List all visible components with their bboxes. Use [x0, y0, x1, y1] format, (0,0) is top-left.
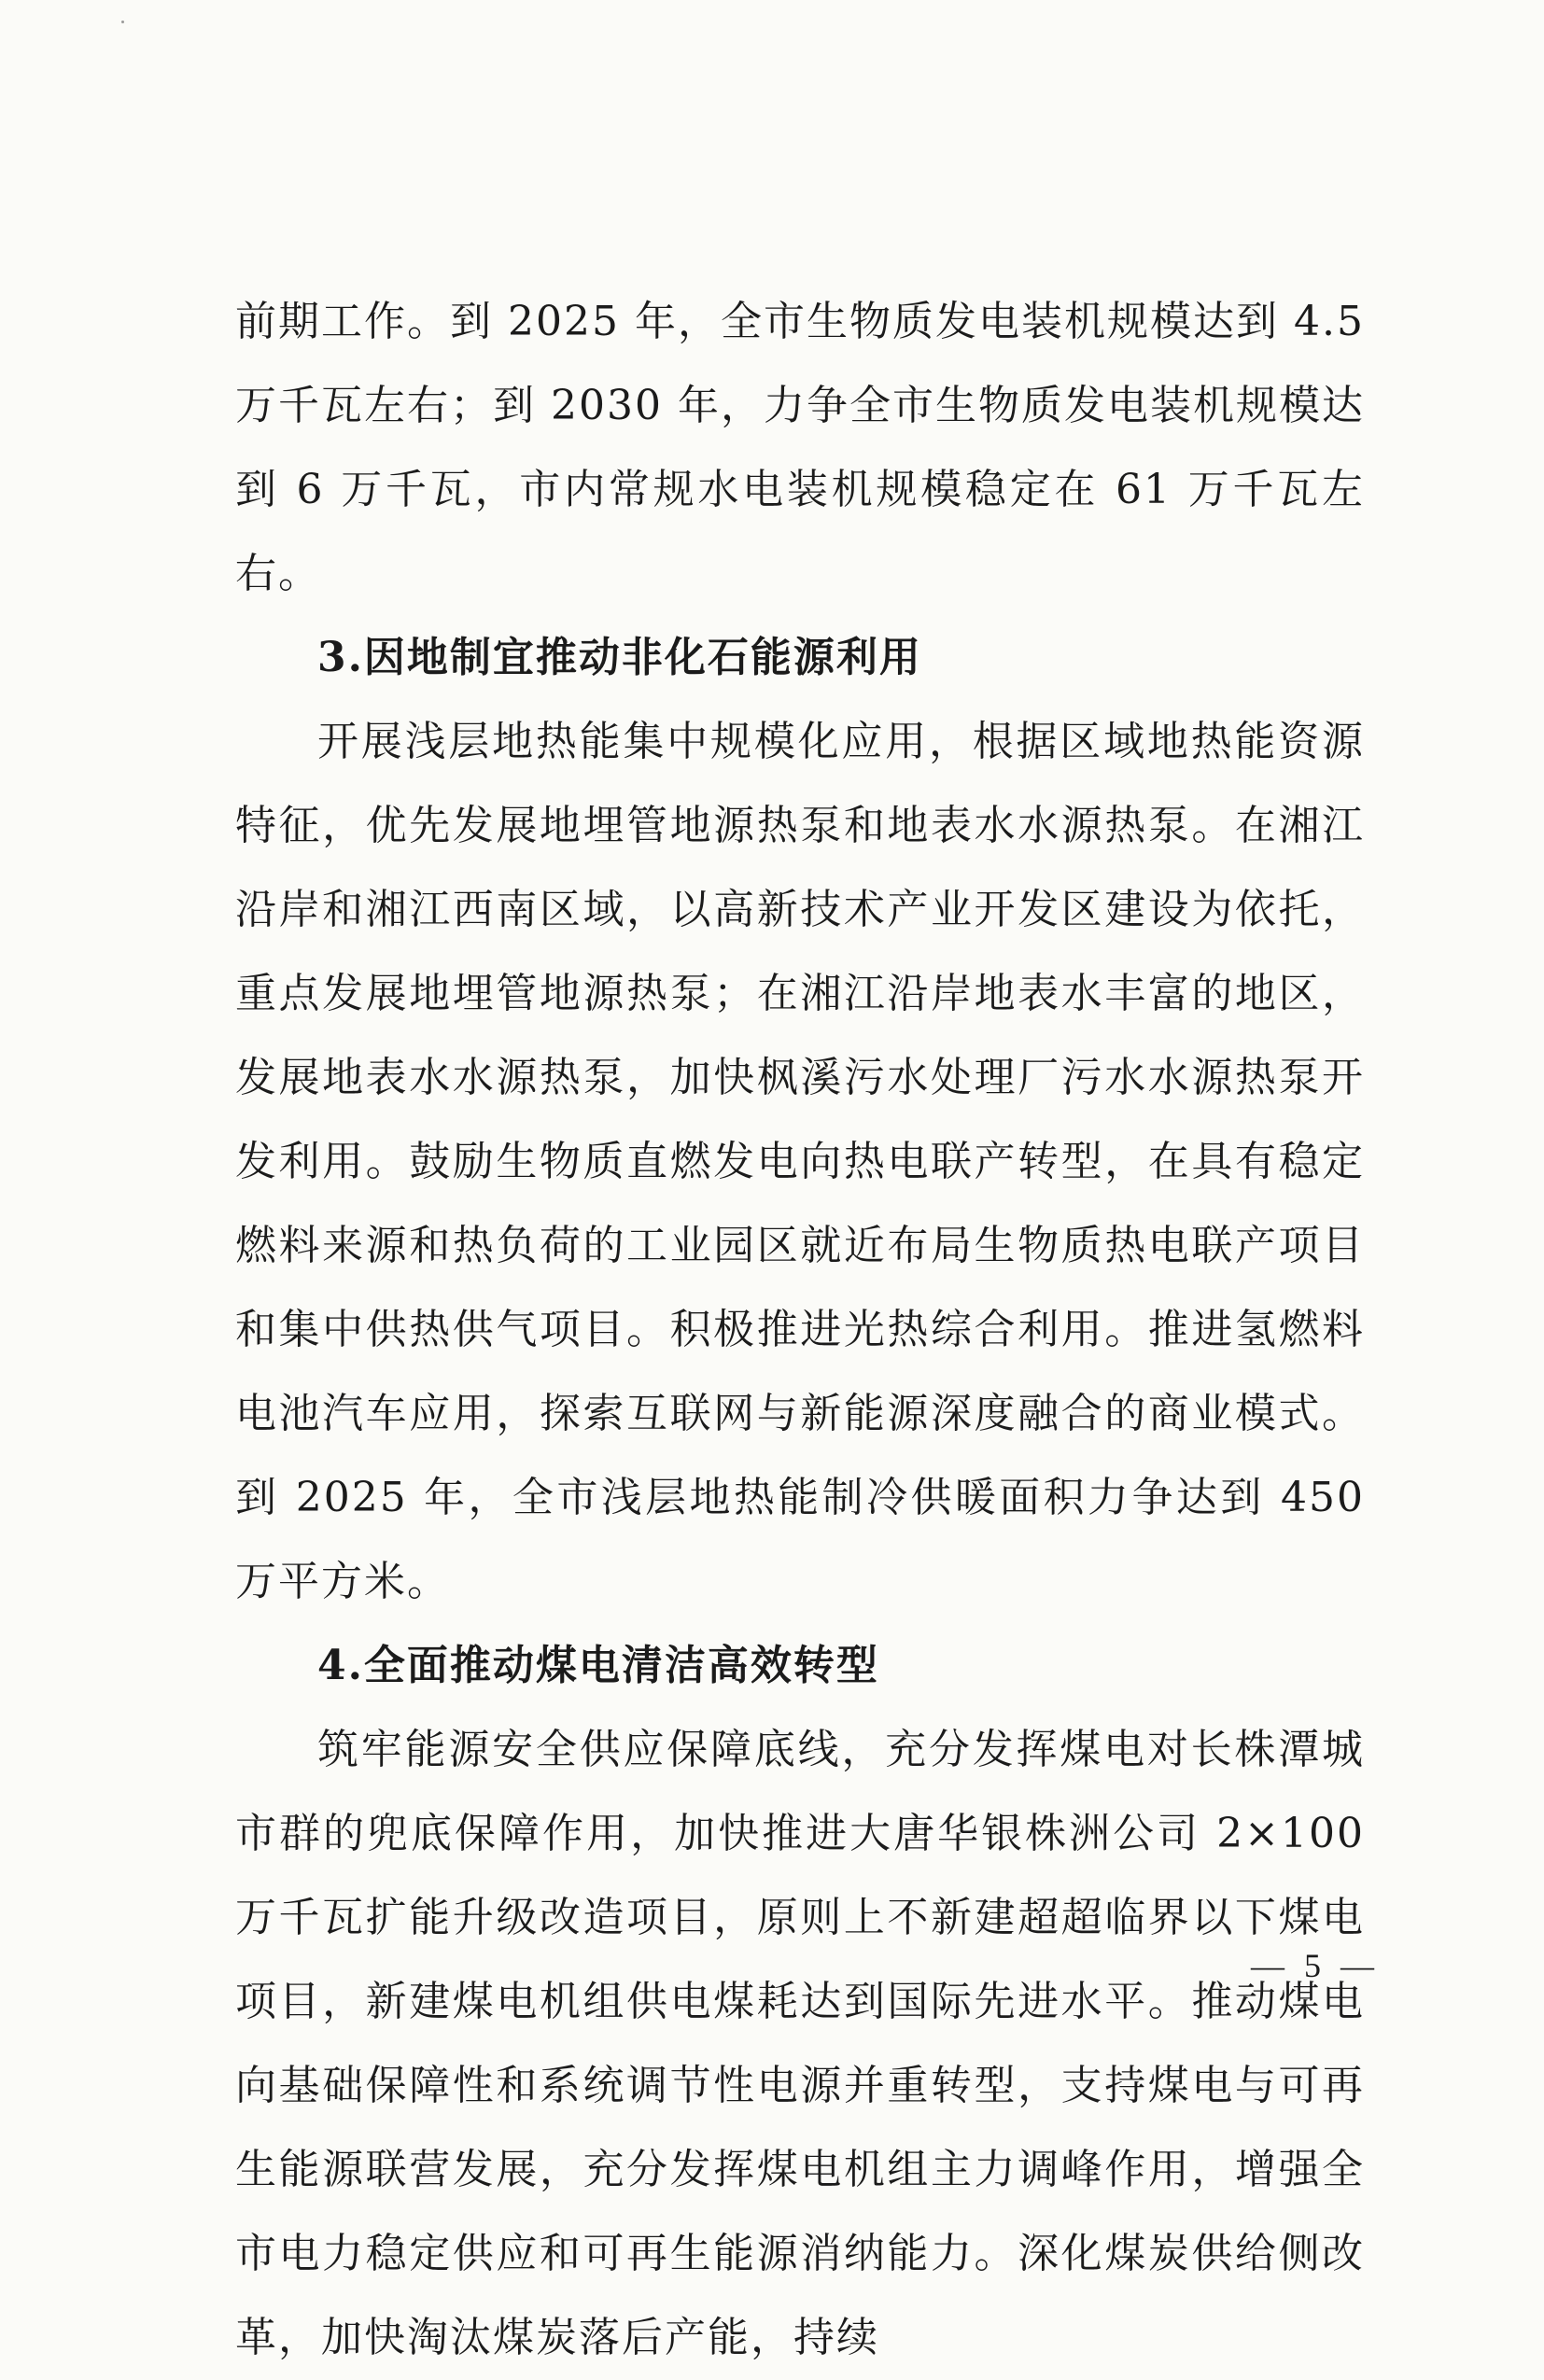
paragraph-geothermal: 开展浅层地热能集中规模化应用，根据区域地热能资源特征，优先发展地埋管地源热泵和地表水水源热泵。在湘江沿岸和湘江西南区域，以高新技术产业开发区建设为依托，重点发展地埋管地源热泵；在湘江沿岸地表水丰富的地区，发展地表水水源热泵，加快枫溪污水处理厂污水水源热泵开发利用。鼓励生物质直燃发电向热电联产转型，在具有稳定燃料来源和热负荷的工业园区就近布局生物质热电联产项目和集中供热供气项目。积极推进光热综合利用。推进氢燃料电池汽车应用，探索互联网与新能源深度融合的商业模式。到 2025 年，全市浅层地热能制冷供暖面积力争达到 450 万平方米。: [235, 718, 1365, 1605]
scan-mark: [121, 21, 124, 23]
paragraph-continued: 前期工作。到 2025 年，全市生物质发电装机规模达到 4.5 万千瓦左右；到 2030 年，力争全市生物质发电装机规模达到 6 万千瓦，市内常规水电装机规模稳定在 61 万千瓦左右。: [235, 298, 1365, 597]
section-heading-3: 3.因地制宜推动非化石能源利用: [317, 634, 922, 681]
section-heading-4: 4.全面推动煤电清洁高效转型: [317, 1642, 879, 1689]
document-body: [235, 280, 1365, 2380]
page-number: — 5 —: [1251, 1947, 1380, 1984]
paragraph-coal-power: 筑牢能源安全供应保障底线，充分发挥煤电对长株潭城市群的兜底保障作用，加快推进大唐华银株洲公司 2×100 万千瓦扩能升级改造项目，原则上不新建超超临界以下煤电项目，新建煤电机组供电煤耗达到国际先进水平。推动煤电向基础保障性和系统调节性电源并重转型，支持煤电与可再生能源联营发展，充分发挥煤电机组主力调峰作用，增强全市电力稳定供应和可再生能源消纳能力。深化煤炭供给侧改革，加快淘汰煤炭落后产能，持续: [235, 1726, 1365, 2361]
